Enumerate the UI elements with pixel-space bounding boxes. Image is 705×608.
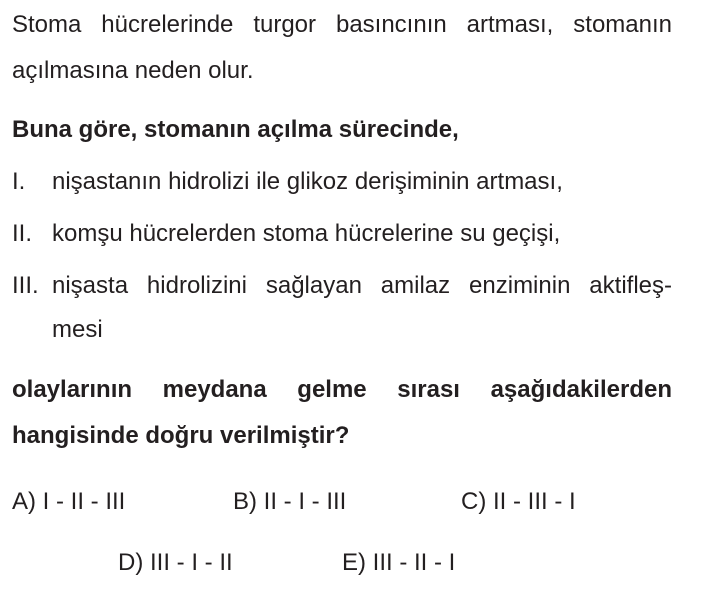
option-c[interactable]: C) II - III - I [461, 488, 576, 515]
item-1-text: nişastanın hidrolizi ile glikoz derişiminin artması, [52, 168, 563, 195]
option-d[interactable]: D) III - I - II [118, 549, 233, 576]
ask-line-1: olaylarının meydana gelme sırası aşağıdakilerden [12, 376, 672, 403]
option-b[interactable]: B) II - I - III [233, 488, 347, 515]
stem-line-1: Stoma hücrelerinde turgor basıncının artması, stomanın [12, 11, 672, 38]
item-2-numeral: II. [12, 220, 33, 247]
item-1-numeral: I. [12, 168, 26, 195]
ask-line-2: hangisinde doğru verilmiştir? [12, 422, 350, 449]
item-2-text: komşu hücrelerden stoma hücrelerine su geçişi, [52, 220, 561, 247]
option-a[interactable]: A) I - II - III [12, 488, 126, 515]
stem-line-2: açılmasına neden olur. [12, 57, 254, 84]
item-3-numeral: III. [12, 272, 39, 299]
item-3-text-continued: mesi [52, 316, 103, 343]
item-3-text: nişasta hidrolizini sağlayan amilaz enziminin aktifleş- [52, 272, 672, 299]
option-e[interactable]: E) III - II - I [342, 549, 456, 576]
question-prompt: Buna göre, stomanın açılma sürecinde, [12, 116, 459, 143]
